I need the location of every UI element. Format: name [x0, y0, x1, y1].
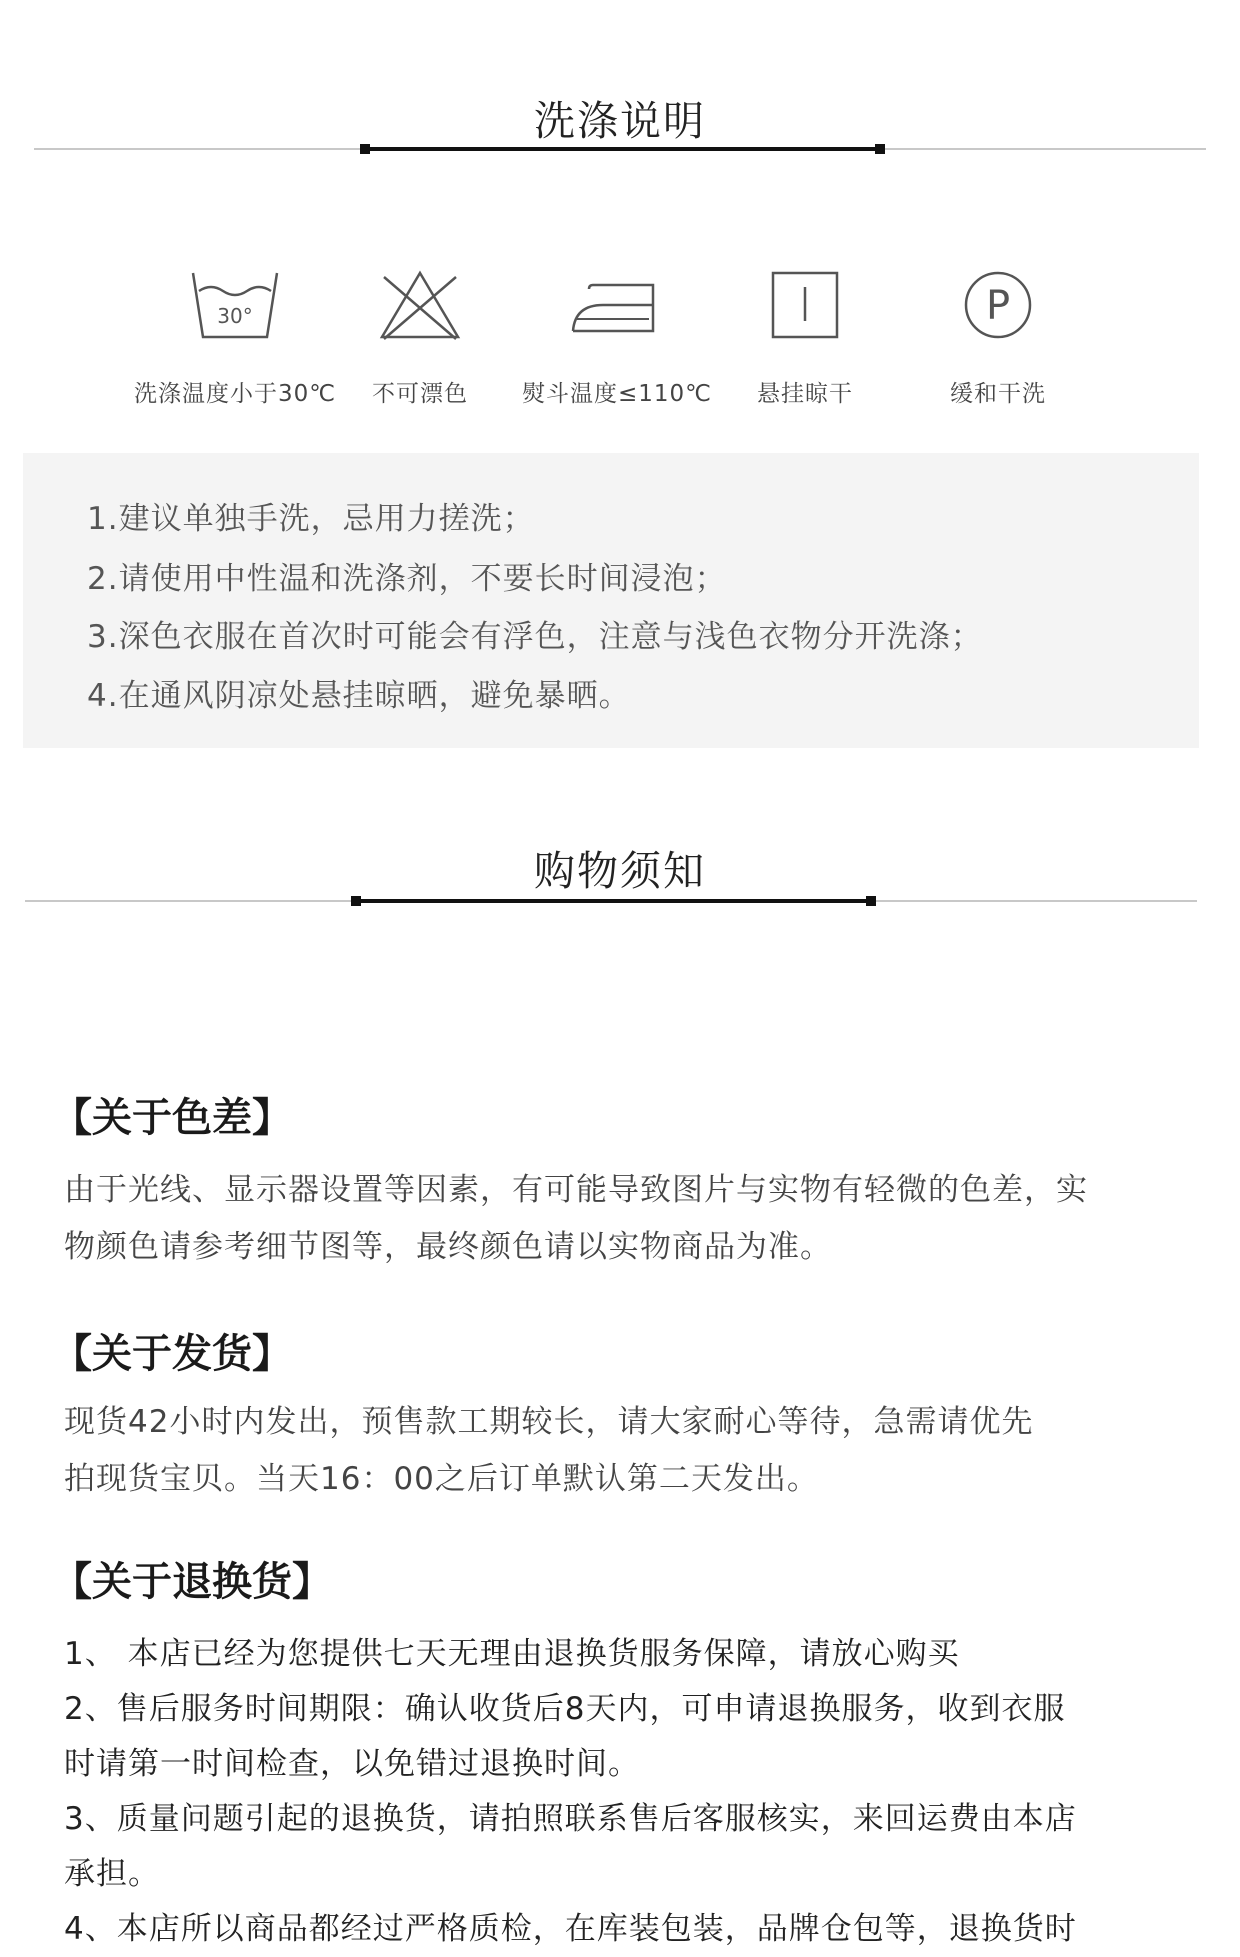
returns-text	[64, 1627, 1174, 1957]
washing-note: 2.请使用中性温和洗涤剂，不要长时间浸泡；	[87, 561, 727, 597]
no-bleach-icon	[370, 265, 470, 345]
color-diff-line: 物颜色请参考细节图等，最终颜色请以实物商品为准。	[64, 1229, 832, 1265]
hang-dry-label: 悬挂晾干	[757, 381, 853, 407]
washing-title: 洗涤说明	[534, 97, 706, 145]
shipping-text	[64, 1394, 1174, 1508]
returns-line: 4、本店所以商品都经过严格质检，在库装包装，品牌仓包等，退换货时	[64, 1911, 1077, 1947]
washing-note: 4.在通风阴凉处悬挂晾晒，避免暴晒。	[87, 678, 631, 714]
shopping-divider-accent	[354, 899, 874, 903]
returns-heading: 【关于退换货】	[52, 1559, 332, 1605]
returns-line: 3、质量问题引起的退换货，请拍照联系售后客服核实，来回运费由本店	[64, 1801, 1077, 1837]
iron-icon	[563, 265, 663, 345]
shipping-line: 拍现货宝贝。当天16：00之后订单默认第二天发出。	[64, 1461, 819, 1497]
shopping-divider-end-left	[351, 896, 361, 906]
dry-clean-p-text: P	[985, 283, 1011, 329]
shopping-title: 购物须知	[534, 847, 706, 895]
dry-clean-label: 缓和干洗	[950, 381, 1046, 407]
shipping-line: 现货42小时内发出，预售款工期较长，请大家耐心等待，急需请优先	[64, 1404, 1034, 1440]
color-diff-line: 由于光线、显示器设置等因素，有可能导致图片与实物有轻微的色差，实	[64, 1172, 1088, 1208]
wash-30-label: 洗涤温度小于30℃	[133, 381, 337, 407]
hang-dry-icon	[755, 265, 855, 345]
no-bleach-label: 不可漂色	[372, 381, 468, 407]
washing-divider-end-right	[875, 144, 885, 154]
washing-divider-accent	[363, 147, 883, 151]
shipping-heading: 【关于发货】	[52, 1331, 292, 1377]
washing-note: 3.深色衣服在首次时可能会有浮色，注意与浅色衣物分开洗涤；	[87, 619, 983, 655]
shopping-divider-end-right	[866, 896, 876, 906]
washing-notes-box	[23, 453, 1199, 748]
returns-line: 时请第一时间检查，以免错过退换时间。	[64, 1746, 640, 1782]
wash-30-icon	[185, 265, 285, 345]
dry-clean-p-icon	[948, 265, 1048, 345]
washing-divider-end-left	[360, 144, 370, 154]
returns-line: 承担。	[64, 1856, 160, 1892]
color-diff-heading: 【关于色差】	[52, 1095, 292, 1141]
returns-line: 2、售后服务时间期限：确认收货后8天内，可申请退换服务，收到衣服	[64, 1691, 1066, 1727]
returns-line: 1、 本店已经为您提供七天无理由退换货服务保障，请放心购买	[64, 1636, 960, 1672]
wash-30-text: 30°	[217, 304, 253, 328]
washing-note: 1.建议单独手洗，忌用力搓洗；	[87, 501, 535, 537]
iron-label: 熨斗温度≤110℃	[521, 381, 712, 407]
color-diff-text	[64, 1162, 1174, 1276]
